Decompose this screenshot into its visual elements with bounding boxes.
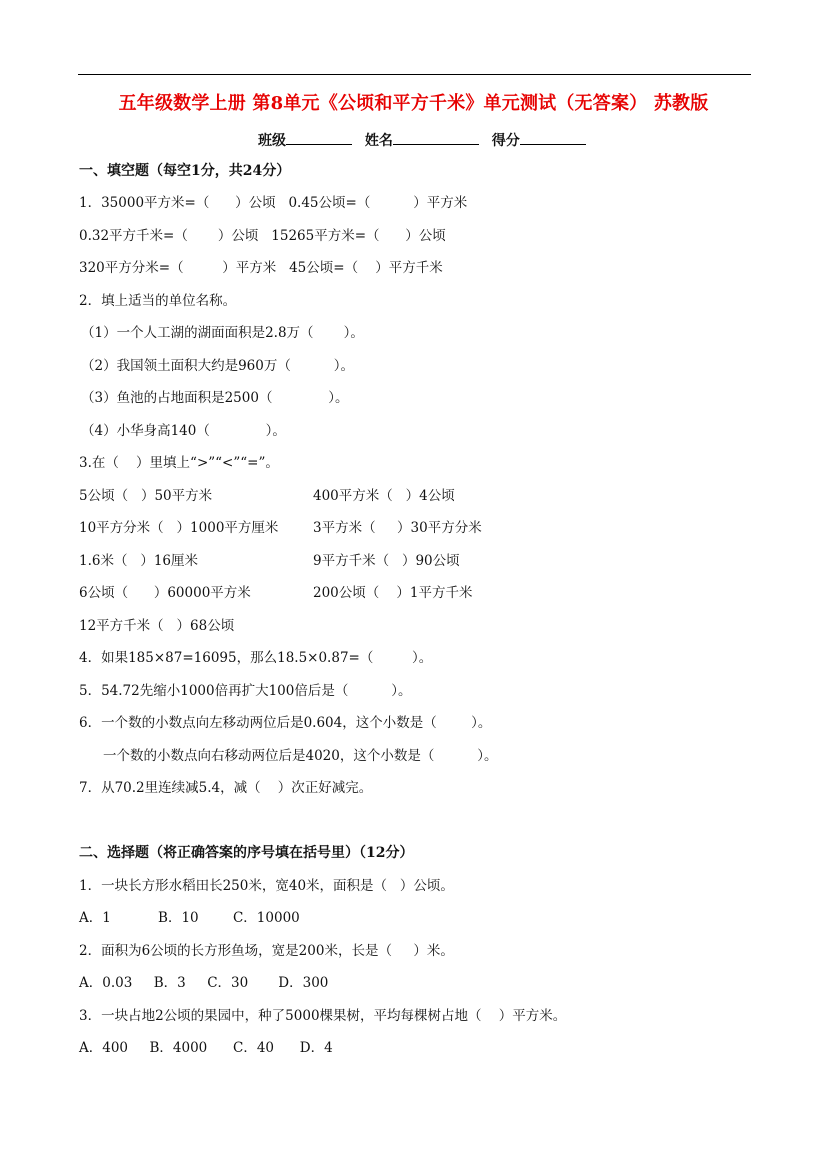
student-info	[258, 130, 594, 150]
q2-item-2: （2）我国领土面积大约是960万（ ）。	[81, 358, 355, 374]
q2-prompt: 2．填上适当的单位名称。	[79, 293, 237, 309]
q3-right-2: 3平方米（ ）30平方分米	[313, 520, 482, 536]
q3-left-1: 5公顷（ ）50平方米	[79, 488, 213, 504]
section2-heading: 二、选择题（将正确答案的序号填在括号里）（12分）	[79, 845, 414, 861]
class-label: 班级	[258, 133, 286, 149]
q7: 7．从70.2里连续减5.4，减（ ）次正好减完。	[79, 780, 373, 796]
document-title: 五年级数学上册 第8单元《公顷和平方千米》单元测试（无答案） 苏教版	[118, 93, 709, 114]
q4: 4．如果185×87=16095，那么18.5×0.87=（ ）。	[79, 650, 433, 666]
score-blank[interactable]	[520, 130, 586, 145]
q3-right-3: 9平方千米（ ）90公顷	[313, 553, 460, 569]
q6-part-a: 6．一个数的小数点向左移动两位后是0.604，这个小数是（ ）。	[79, 715, 492, 731]
q1-line-2: 0.32平方千米=（ ）公顷 15265平方米=（ ）公顷	[79, 228, 446, 244]
score-label: 得分	[491, 133, 520, 149]
top-rule	[78, 74, 751, 75]
q3-right-1: 400平方米（ ）4公顷	[313, 488, 455, 504]
q2-item-4: （4）小华身高140（ ）。	[81, 423, 286, 439]
name-blank[interactable]	[393, 130, 479, 145]
choice-q3-options: A．400 B．4000 C．40 D．4	[79, 1040, 333, 1056]
q1-line-3: 320平方分米=（ ）平方米 45公顷=（ ）平方千米	[79, 260, 443, 276]
choice-q2-options: A．0.03 B．3 C．30 D．300	[79, 975, 329, 991]
q3-left-2: 10平方分米（ ）1000平方厘米	[79, 520, 279, 536]
choice-q2: 2．面积为6公顷的长方形鱼场，宽是200米，长是（ ）米。	[79, 943, 454, 959]
section1-heading: 一、填空题（每空1分，共24分）	[79, 163, 291, 179]
choice-q1: 1．一块长方形水稻田长250米，宽40米，面积是（ ）公顷。	[79, 878, 454, 894]
q3-left-3: 1.6米（ ）16厘米	[79, 553, 199, 569]
choice-q3: 3．一块占地2公顷的果园中，种了5000棵果树，平均每棵树占地（ ）平方米。	[79, 1008, 567, 1024]
name-label: 姓名	[364, 133, 393, 149]
q5: 5．54.72先缩小1000倍再扩大100倍后是（ ）。	[79, 683, 412, 699]
q3-left-4: 6公顷（ ）60000平方米	[79, 585, 251, 601]
q2-item-1: （1）一个人工湖的湖面面积是2.8万（ ）。	[81, 325, 364, 341]
q6-part-b: 一个数的小数点向右移动两位后是4020，这个小数是（ ）。	[103, 748, 498, 764]
q3-prompt: 3.在（ ）里填上“>”“<”“=”。	[79, 455, 279, 471]
q2-item-3: （3）鱼池的占地面积是2500（ ）。	[81, 390, 349, 406]
q3-right-4: 200公顷（ ）1平方千米	[313, 585, 473, 601]
q3-left-5: 12平方千米（ ）68公顷	[79, 618, 235, 634]
q1-line-1: 1．35000平方米=（ ）公顷 0.45公顷=（ ）平方米	[79, 195, 468, 211]
class-blank[interactable]	[286, 130, 352, 145]
choice-q1-options: A．1 B．10 C．10000	[79, 910, 300, 926]
